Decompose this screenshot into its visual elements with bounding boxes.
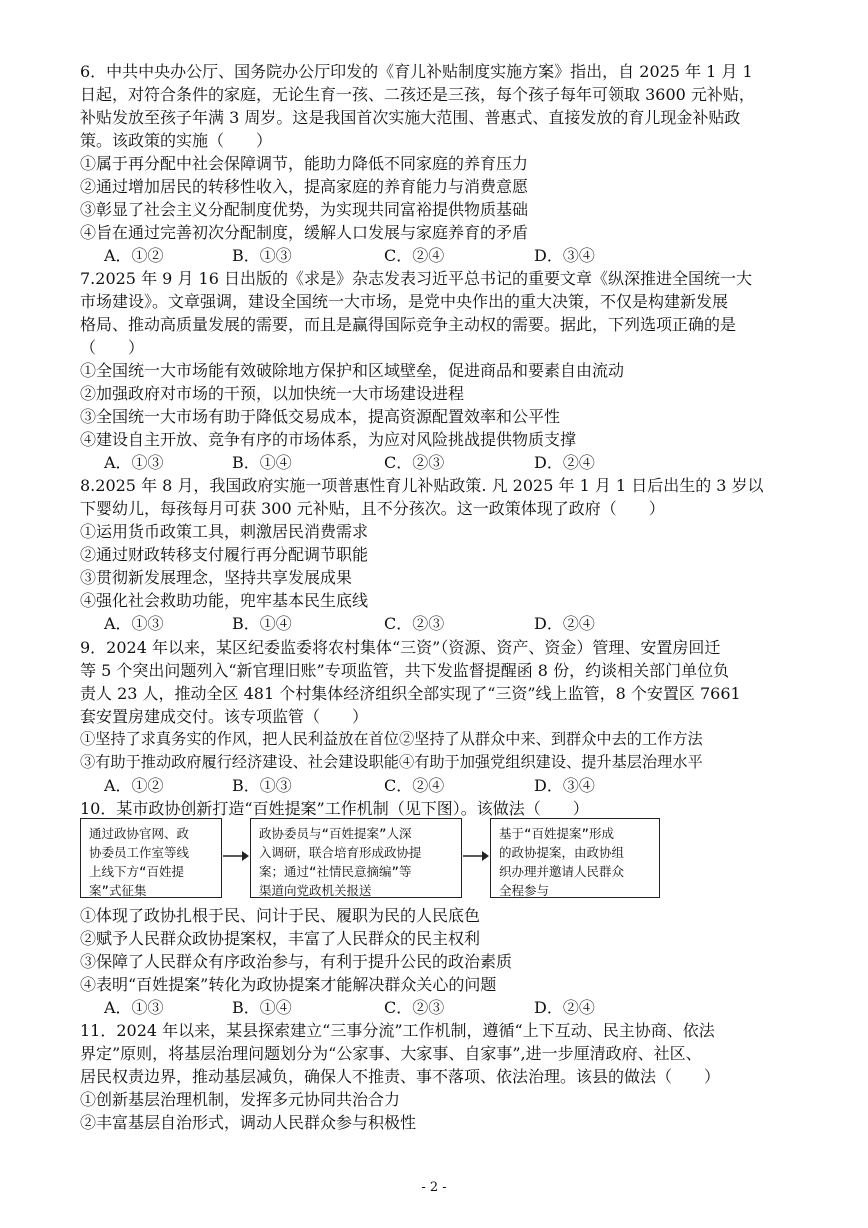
page-number: - 2 - bbox=[421, 1180, 447, 1195]
flow-box-handle bbox=[490, 818, 660, 898]
flow-arrow-icon bbox=[222, 848, 250, 864]
q10-statement: ①体现了政协扎根于民、问计于民、履职为民的人民底色 bbox=[80, 906, 481, 925]
flow-box-text: 通过政协官网、政 bbox=[89, 826, 190, 841]
q7-line: 格局、推动高质量发展的需要，而且是赢得国际竞争主动权的需要。据此，下列选项正确的是 bbox=[80, 315, 737, 334]
q6-option-c: C．②④ bbox=[384, 246, 445, 265]
flow-box-text: 上线下方“百姓提 bbox=[89, 864, 185, 879]
q7-statement: ①全国统一大市场能有效破除地方保护和区域壁垒，促进商品和要素自由流动 bbox=[80, 361, 625, 380]
flow-box-research bbox=[250, 818, 462, 898]
q11-line: 界定”原则，将基层治理问题划分为“公家事、大家事、自家事”,进一步厘清政府、社区、 bbox=[80, 1044, 702, 1063]
q7-option-b: B．①④ bbox=[232, 453, 292, 472]
q7-option-a: A．①③ bbox=[104, 453, 164, 472]
q8-option-c: C．②③ bbox=[384, 614, 445, 633]
q6-option-a: A．①② bbox=[104, 246, 164, 265]
q8-options bbox=[104, 612, 804, 635]
flow-box-text: 全程参与 bbox=[499, 883, 550, 898]
q11-statement: ②丰富基层自治形式，调动人民群众参与积极性 bbox=[80, 1113, 417, 1132]
q10-line: 10．某市政协创新打造“百姓提案”工作机制（见下图）。该做法（ ） bbox=[80, 799, 589, 818]
q10-option-a: A．①③ bbox=[104, 998, 164, 1017]
q8-statement: ④强化社会救助功能，兜牢基本民生底线 bbox=[80, 591, 369, 610]
q9-option-d: D．③④ bbox=[534, 776, 595, 795]
q8-option-d: D．②④ bbox=[534, 614, 595, 633]
q6-statement: ①属于再分配中社会保障调节，能助力降低不同家庭的养育压力 bbox=[80, 154, 529, 173]
q6-line: 6．中共中央办公厅、国务院办公厅印发的《育儿补贴制度实施方案》指出，自 2025 年 1 月 1 bbox=[80, 62, 753, 81]
q6-options bbox=[104, 244, 804, 267]
q6-statement: ③彰显了社会主义分配制度优势，为实现共同富裕提供物质基础 bbox=[80, 200, 529, 219]
q6-option-b: B．①③ bbox=[232, 246, 292, 265]
q7-option-c: C．②③ bbox=[384, 453, 445, 472]
q11-line: 11．2024 年以来，某县探索建立“三事分流”工作机制，遵循“上下互动、民主协商、依法 bbox=[80, 1021, 715, 1040]
flow-arrow-icon bbox=[462, 848, 490, 864]
q10-option-d: D．②④ bbox=[534, 998, 595, 1017]
q6-line: 补贴发放至孩子年满 3 周岁。这是我国首次实施大范围、普惠式、直接发放的育儿现金补贴政 bbox=[80, 108, 741, 127]
q10-option-b: B．①④ bbox=[232, 998, 292, 1017]
q10-statement: ④表明“百姓提案”转化为政协提案才能解决群众关心的问题 bbox=[80, 975, 497, 994]
q9-line: 等 5 个突出问题列入“新官理旧账”专项监管，共下发监督提醒函 8 份，约谈相关部门单位负 bbox=[80, 661, 730, 680]
q7-options bbox=[104, 451, 804, 474]
flow-box-text: 织办理并邀请人民群众 bbox=[499, 864, 625, 879]
q9-statement: ①坚持了求真务实的作风，把人民利益放在首位②坚持了从群众中来、到群众中去的工作方法 bbox=[80, 730, 703, 748]
flow-box-text: 案”式征集 bbox=[89, 883, 147, 898]
q6-statement: ④旨在通过完善初次分配制度，缓解人口发展与家庭养育的矛盾 bbox=[80, 223, 529, 242]
flow-box-text: 协委员工作室等线 bbox=[89, 845, 190, 860]
flow-box-text: 的政协提案，由政协组 bbox=[499, 845, 625, 860]
q10-options bbox=[104, 996, 804, 1019]
q9-options bbox=[104, 774, 804, 797]
flow-box-text: 基于“百姓提案”形成 bbox=[499, 826, 615, 841]
q9-statement: ③有助于推动政府履行经济建设、社会建设职能④有助于加强党组织建设、提升基层治理水平 bbox=[80, 753, 703, 771]
flow-box-text: 渠道向党政机关报送 bbox=[259, 883, 372, 898]
q8-option-b: B．①④ bbox=[232, 614, 292, 633]
flow-box-text: 政协委员与“百姓提案”人深 bbox=[259, 826, 412, 841]
q6-line: 策。该政策的实施（ ） bbox=[80, 131, 273, 150]
q7-statement: ④建设自主开放、竞争有序的市场体系，为应对风险挑战提供物质支撑 bbox=[80, 430, 577, 449]
q7-line: 市场建设》。文章强调，建设全国统一大市场，是党中央作出的重大决策，不仅是构建新发展 bbox=[80, 292, 729, 311]
q9-line: 套安置房建成交付。该专项监管（ ） bbox=[80, 707, 369, 726]
q10-statement: ③保障了人民群众有序政治参与，有利于提升公民的政治素质 bbox=[80, 952, 513, 971]
q10-option-c: C．②③ bbox=[384, 998, 445, 1017]
q6-statement: ②通过增加居民的转移性收入，提高家庭的养育能力与消费意愿 bbox=[80, 177, 529, 196]
q10-statement: ②赋予人民群众政协提案权，丰富了人民群众的民主权利 bbox=[80, 929, 481, 948]
q8-statement: ③贯彻新发展理念，坚持共享发展成果 bbox=[80, 568, 353, 587]
q9-line: 9．2024 年以来，某区纪委监委将农村集体“三资”（资源、资产、资金）管理、安置房回迁 bbox=[80, 638, 721, 657]
q7-statement: ③全国统一大市场有助于降低交易成本，提高资源配置效率和公平性 bbox=[80, 407, 561, 426]
q7-option-d: D．②④ bbox=[534, 453, 595, 472]
q11-statement: ①创新基层治理机制，发挥多元协同共治合力 bbox=[80, 1090, 401, 1109]
q8-statement: ②通过财政转移支付履行再分配调节职能 bbox=[80, 545, 369, 564]
q8-line: 8.2025 年 8 月，我国政府实施一项普惠性育儿补贴政策. 凡 2025 年 1 月 1 日后出生的 3 岁以 bbox=[80, 476, 764, 495]
flow-box-collect bbox=[80, 818, 222, 898]
q9-option-c: C．②④ bbox=[384, 776, 445, 795]
q8-option-a: A．①③ bbox=[104, 614, 164, 633]
q11-line: 居民权责边界，推动基层减负，确保人不推责、事不落项、依法治理。该县的做法（ ） bbox=[80, 1067, 721, 1086]
q8-statement: ①运用货币政策工具，刺激居民消费需求 bbox=[80, 522, 369, 541]
flow-box-text: 入调研，联合培育形成政协提 bbox=[259, 845, 422, 860]
q6-option-d: D．③④ bbox=[534, 246, 595, 265]
q8-line: 下婴幼儿，每孩每月可获 300 元补贴，且不分孩次。这一政策体现了政府（ ） bbox=[80, 499, 665, 518]
flow-box-text: 案；通过“社情民意摘编”等 bbox=[259, 864, 412, 879]
q9-option-b: B．①③ bbox=[232, 776, 292, 795]
q9-line: 责人 23 人，推动全区 481 个村集体经济组织全部实现了“三资”线上监管，8 个安置区 7661 bbox=[80, 684, 741, 703]
q7-statement: ②加强政府对市场的干预，以加快统一大市场建设进程 bbox=[80, 384, 465, 403]
q7-line: （ ） bbox=[80, 338, 145, 357]
q7-line: 7.2025 年 9 月 16 日出版的《求是》杂志发表习近平总书记的重要文章《纵深推进全国统一大 bbox=[80, 269, 752, 288]
q6-line: 日起，对符合条件的家庭，无论生育一孩、二孩还是三孩，每个孩子每年可领取 3600 元补贴， bbox=[80, 85, 755, 104]
q9-option-a: A．①② bbox=[104, 776, 164, 795]
